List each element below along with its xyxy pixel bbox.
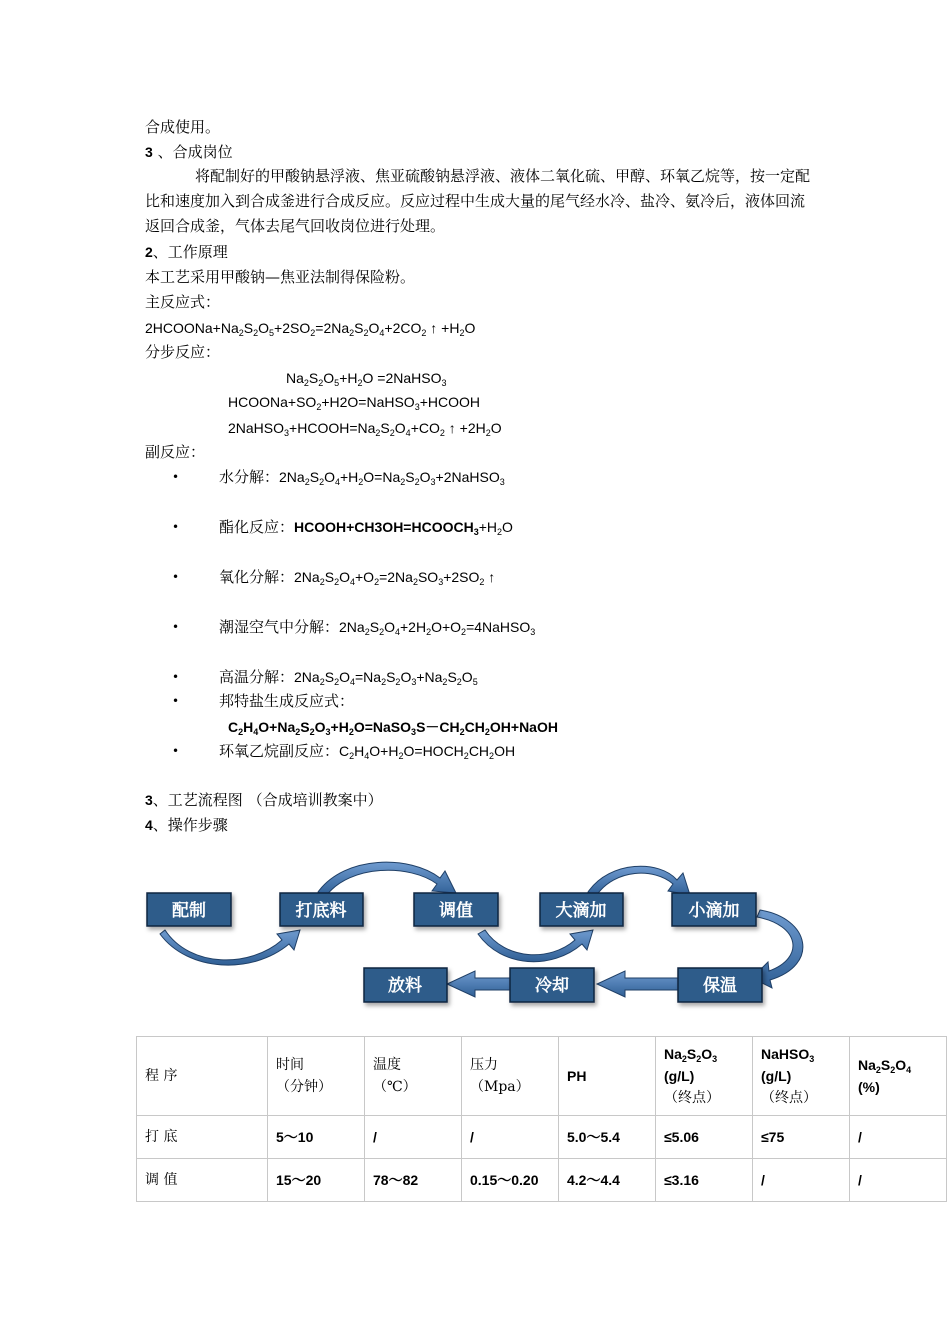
table-cell: 5.0～5.4 bbox=[559, 1116, 656, 1159]
step-reaction-1: $Na_2S_2O_5+H_2O$ =2NaHSO$_3$ bbox=[286, 370, 447, 388]
flow-step-label: 冷却 bbox=[535, 976, 569, 996]
bullet-icon: • bbox=[172, 620, 180, 634]
table-cell: / bbox=[462, 1116, 559, 1159]
bullet-icon: • bbox=[172, 744, 180, 758]
header-cell: 时间 （分钟） bbox=[268, 1037, 365, 1116]
flow-step-label: 调值 bbox=[439, 901, 473, 921]
step-reaction-label: 分步反应： bbox=[145, 343, 221, 361]
header-cell: NaHSO$_3$ (g/L) （终点） bbox=[753, 1037, 850, 1116]
table-cell: ≤3.16 bbox=[656, 1159, 753, 1202]
step-reaction-2: $HCOONa+SO_2+H2O=NaHSO_3+HCOOH$ bbox=[228, 394, 481, 412]
side-reaction-4: 潮湿空气中分解：$2Na_2S_2O_4+2H_2O+O_2=4NaHSO_3$ bbox=[219, 618, 536, 637]
table-cell: 0.15～0.20 bbox=[462, 1159, 559, 1202]
header-cell: $Na_2S_2O_3$ (g/L) （终点） bbox=[656, 1037, 753, 1116]
header-cell: 温度 （℃） bbox=[365, 1037, 462, 1116]
main-reaction-label: 主反应式： bbox=[145, 293, 221, 311]
side-reaction-1: 水分解：$2Na_2S_2O_4+H_2O=Na_2S_2O_3+2NaHSO_3$ bbox=[219, 468, 505, 487]
table-cell: 调 值 bbox=[137, 1159, 268, 1202]
side-reaction-3: 氧化分解：$2Na_2S_2O_4+O_2=2Na_2SO_3+2SO_2$ ↑ bbox=[219, 568, 496, 587]
bullet-icon: • bbox=[172, 470, 180, 484]
side-reaction-6-label: 邦特盐生成反应式： bbox=[219, 692, 355, 710]
table-cell: ≤75 bbox=[753, 1116, 850, 1159]
side-reaction-label: 副反应： bbox=[145, 443, 206, 461]
flow-step-label: 打底料 bbox=[295, 901, 347, 921]
table-cell: 5～10 bbox=[268, 1116, 365, 1159]
side-reaction-6-equation: $C_2H_4O+Na_2S_2O_3+H_2O=NaSO_3S-CH_2CH_2OH+NaOH$ bbox=[228, 719, 558, 737]
bullet-icon: • bbox=[172, 670, 180, 684]
table-row bbox=[137, 1159, 947, 1202]
side-reaction-5: 高温分解：$2Na_2S_2O_4=Na_2S_2O_3+Na_2S_2O_5$ bbox=[219, 668, 478, 687]
table-cell: / bbox=[365, 1116, 462, 1159]
flow-step-label: 放料 bbox=[388, 976, 422, 996]
bullet-icon: • bbox=[172, 570, 180, 584]
process-parameters-table bbox=[136, 1036, 947, 1202]
table-cell: / bbox=[753, 1159, 850, 1202]
side-reaction-7: 环氧乙烷副反应：$C_2H_4O+H_2O=HOCH_2CH_2OH$ bbox=[219, 742, 516, 761]
header-cell: 程 序 bbox=[137, 1037, 268, 1116]
main-reaction-equation: $2HCOONa+Na_2S_2O_5+2SO_2=2Na_2S_2O_4+2CO_2$ ↑ $+H_2O$ bbox=[145, 320, 476, 338]
section-heading-principle: 2、工作原理 bbox=[145, 243, 228, 261]
process-flow-diagram bbox=[0, 850, 950, 1020]
table-cell: 78～82 bbox=[365, 1159, 462, 1202]
table-row bbox=[137, 1116, 947, 1159]
table-cell: / bbox=[850, 1116, 947, 1159]
table-cell: / bbox=[850, 1159, 947, 1202]
table-header-row bbox=[137, 1037, 947, 1116]
side-reaction-2: 酯化反应：$HCOOH+CH3OH=HCOOCH_3+H_2O$ bbox=[219, 518, 513, 537]
header-cell: $Na_2S_2O_4$ (%) bbox=[850, 1037, 947, 1116]
header-cell: 压力 （Mpa） bbox=[462, 1037, 559, 1116]
section-heading-operations: 4、操作步骤 bbox=[145, 816, 228, 834]
table-cell: 4.2～4.4 bbox=[559, 1159, 656, 1202]
step-reaction-3: $2NaHSO_3+HCOOH=Na_2S_2O_4+CO_2$ ↑ $+2H_2O$ bbox=[228, 420, 502, 438]
flow-step-label: 大滴加 bbox=[555, 901, 607, 921]
table-cell: ≤5.06 bbox=[656, 1116, 753, 1159]
flow-step-label: 保温 bbox=[703, 976, 737, 996]
flow-step-label: 配制 bbox=[172, 901, 206, 921]
bullet-icon: • bbox=[172, 520, 180, 534]
table-cell: 打 底 bbox=[137, 1116, 268, 1159]
header-cell: PH bbox=[559, 1037, 656, 1116]
section-heading-flow: 3、工艺流程图 （合成培训教案中） bbox=[145, 791, 383, 809]
flow-step-label: 小滴加 bbox=[688, 901, 740, 921]
intro-text: 本工艺采用甲酸钠—焦亚法制得保险粉。 bbox=[145, 268, 416, 286]
text-line: 合成使用。 bbox=[145, 118, 221, 136]
section-heading-synthesis: 3 、合成岗位 bbox=[145, 143, 233, 161]
paragraph-synthesis: 将配制好的甲酸钠悬浮液、焦亚硫酸钠悬浮液、液体二氧化硫、甲醇、环氧乙烷等，按一定配比和速度加入到合成釜进行合成反应。反应过程中生成大量的尾气经水冷、盐冷、氨冷后，液体回流返回合成釜，气体去尾气回收岗位进行处理。 bbox=[145, 167, 811, 235]
bullet-icon: • bbox=[172, 694, 180, 708]
table-cell: 15～20 bbox=[268, 1159, 365, 1202]
